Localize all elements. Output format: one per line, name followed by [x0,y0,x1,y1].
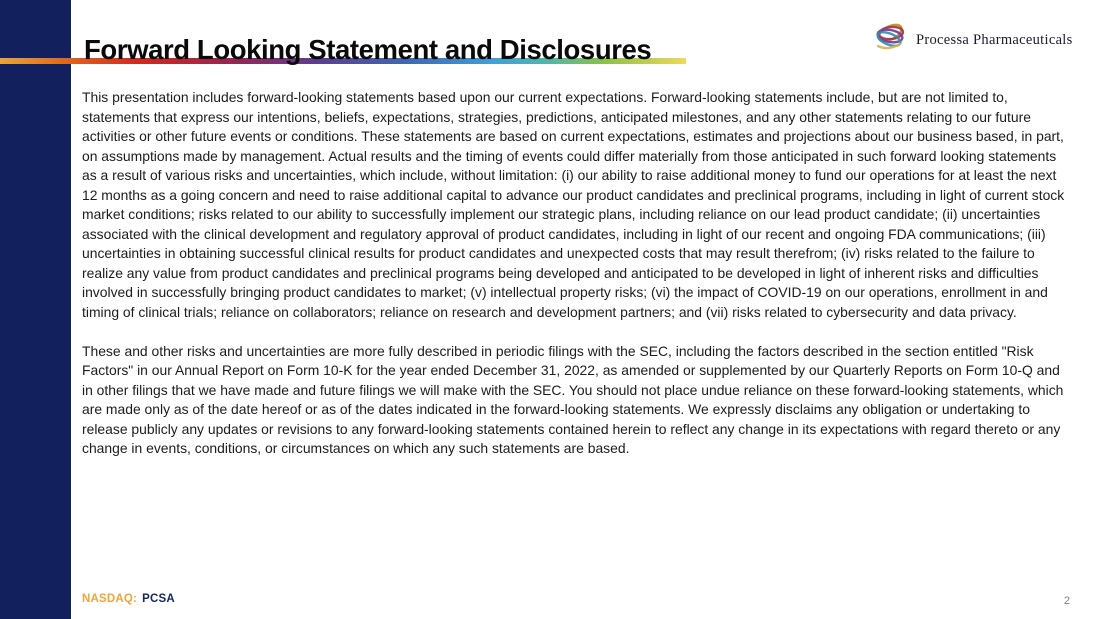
left-accent-bar [0,0,71,619]
logo-company-name: Processa Pharmaceuticals [916,32,1073,48]
disclosure-paragraph-1: This presentation includes forward-looking statements based upon our current expectations. Forward-looking statements include, but are not limited to, statements that express our intentions, beliefs, expectations, strategies, predictions, anticipated milestones, and any other statements relating to our future activities or other future events or conditions. These statements are based on current expectations, estimates and projections about our business based, in part, on assumptions made by management. Actual results and the timing of events could differ materially from those anticipated in such forward looking statements as a result of various risks and uncertainties, which include, without limitation: (i) our ability to raise additional money to fund our operations for at least the next 12 months as a going concern and need to raise additional capital to advance our product candidates and preclinical programs, including in light of current stock market conditions; risks related to our ability to successfully implement our strategic plans, including reliance on our lead product candidate; (ii) uncertainties associated with the clinical development and regulatory approval of product candidates, including in light of our recent and ongoing FDA communications; (iii) uncertainties in obtaining successful clinical results for product candidates and unexpected costs that may result therefrom; (iv) risks related to the failure to realize any value from product candidates and preclinical programs being developed and anticipated to be developed in light of inherent risks and difficulties involved in successfully bringing product candidates to market; (v) intellectual property risks; (vi) the impact of COVID-19 on our operations, enrollment in and timing of clinical trials; reliance on collaborators; reliance on research and development partners; and (vii) risks related to cybersecurity and data privacy. [82,89,1065,320]
disclosure-text [82,88,1072,478]
ticker-exchange-label: NASDAQ: [82,593,138,605]
page-title: Forward Looking Statement and Disclosures [84,34,652,66]
page-number: 2 [1063,595,1070,607]
disclosure-paragraph-2: These and other risks and uncertainties are more fully described in periodic filings with the SEC, including the factors described in the section entitled "Risk Factors" in our Annual Report on Form 10-K for the year ended December 31, 2022, as amended or supplemented by our Quarterly Reports on Form 10-Q and in other filings that we have made and future filings we will make with the SEC. You should not place undue reliance on these forward-looking statements, which are made only as of the date hereof or as of the dates indicated in the forward-looking statements. We expressly disclaims any obligation or undertaking to release publicly any updates or revisions to any forward-looking statements contained herein to reflect any change in its expectations with regard thereto or any change in events, conditions, or circumstances on which any such statements are based. [82,342,1064,456]
swirl-ribbon-globe-icon [870,18,910,63]
stock-ticker [82,593,175,605]
ticker-symbol: PCSA [142,593,175,605]
company-logo [870,18,1073,63]
